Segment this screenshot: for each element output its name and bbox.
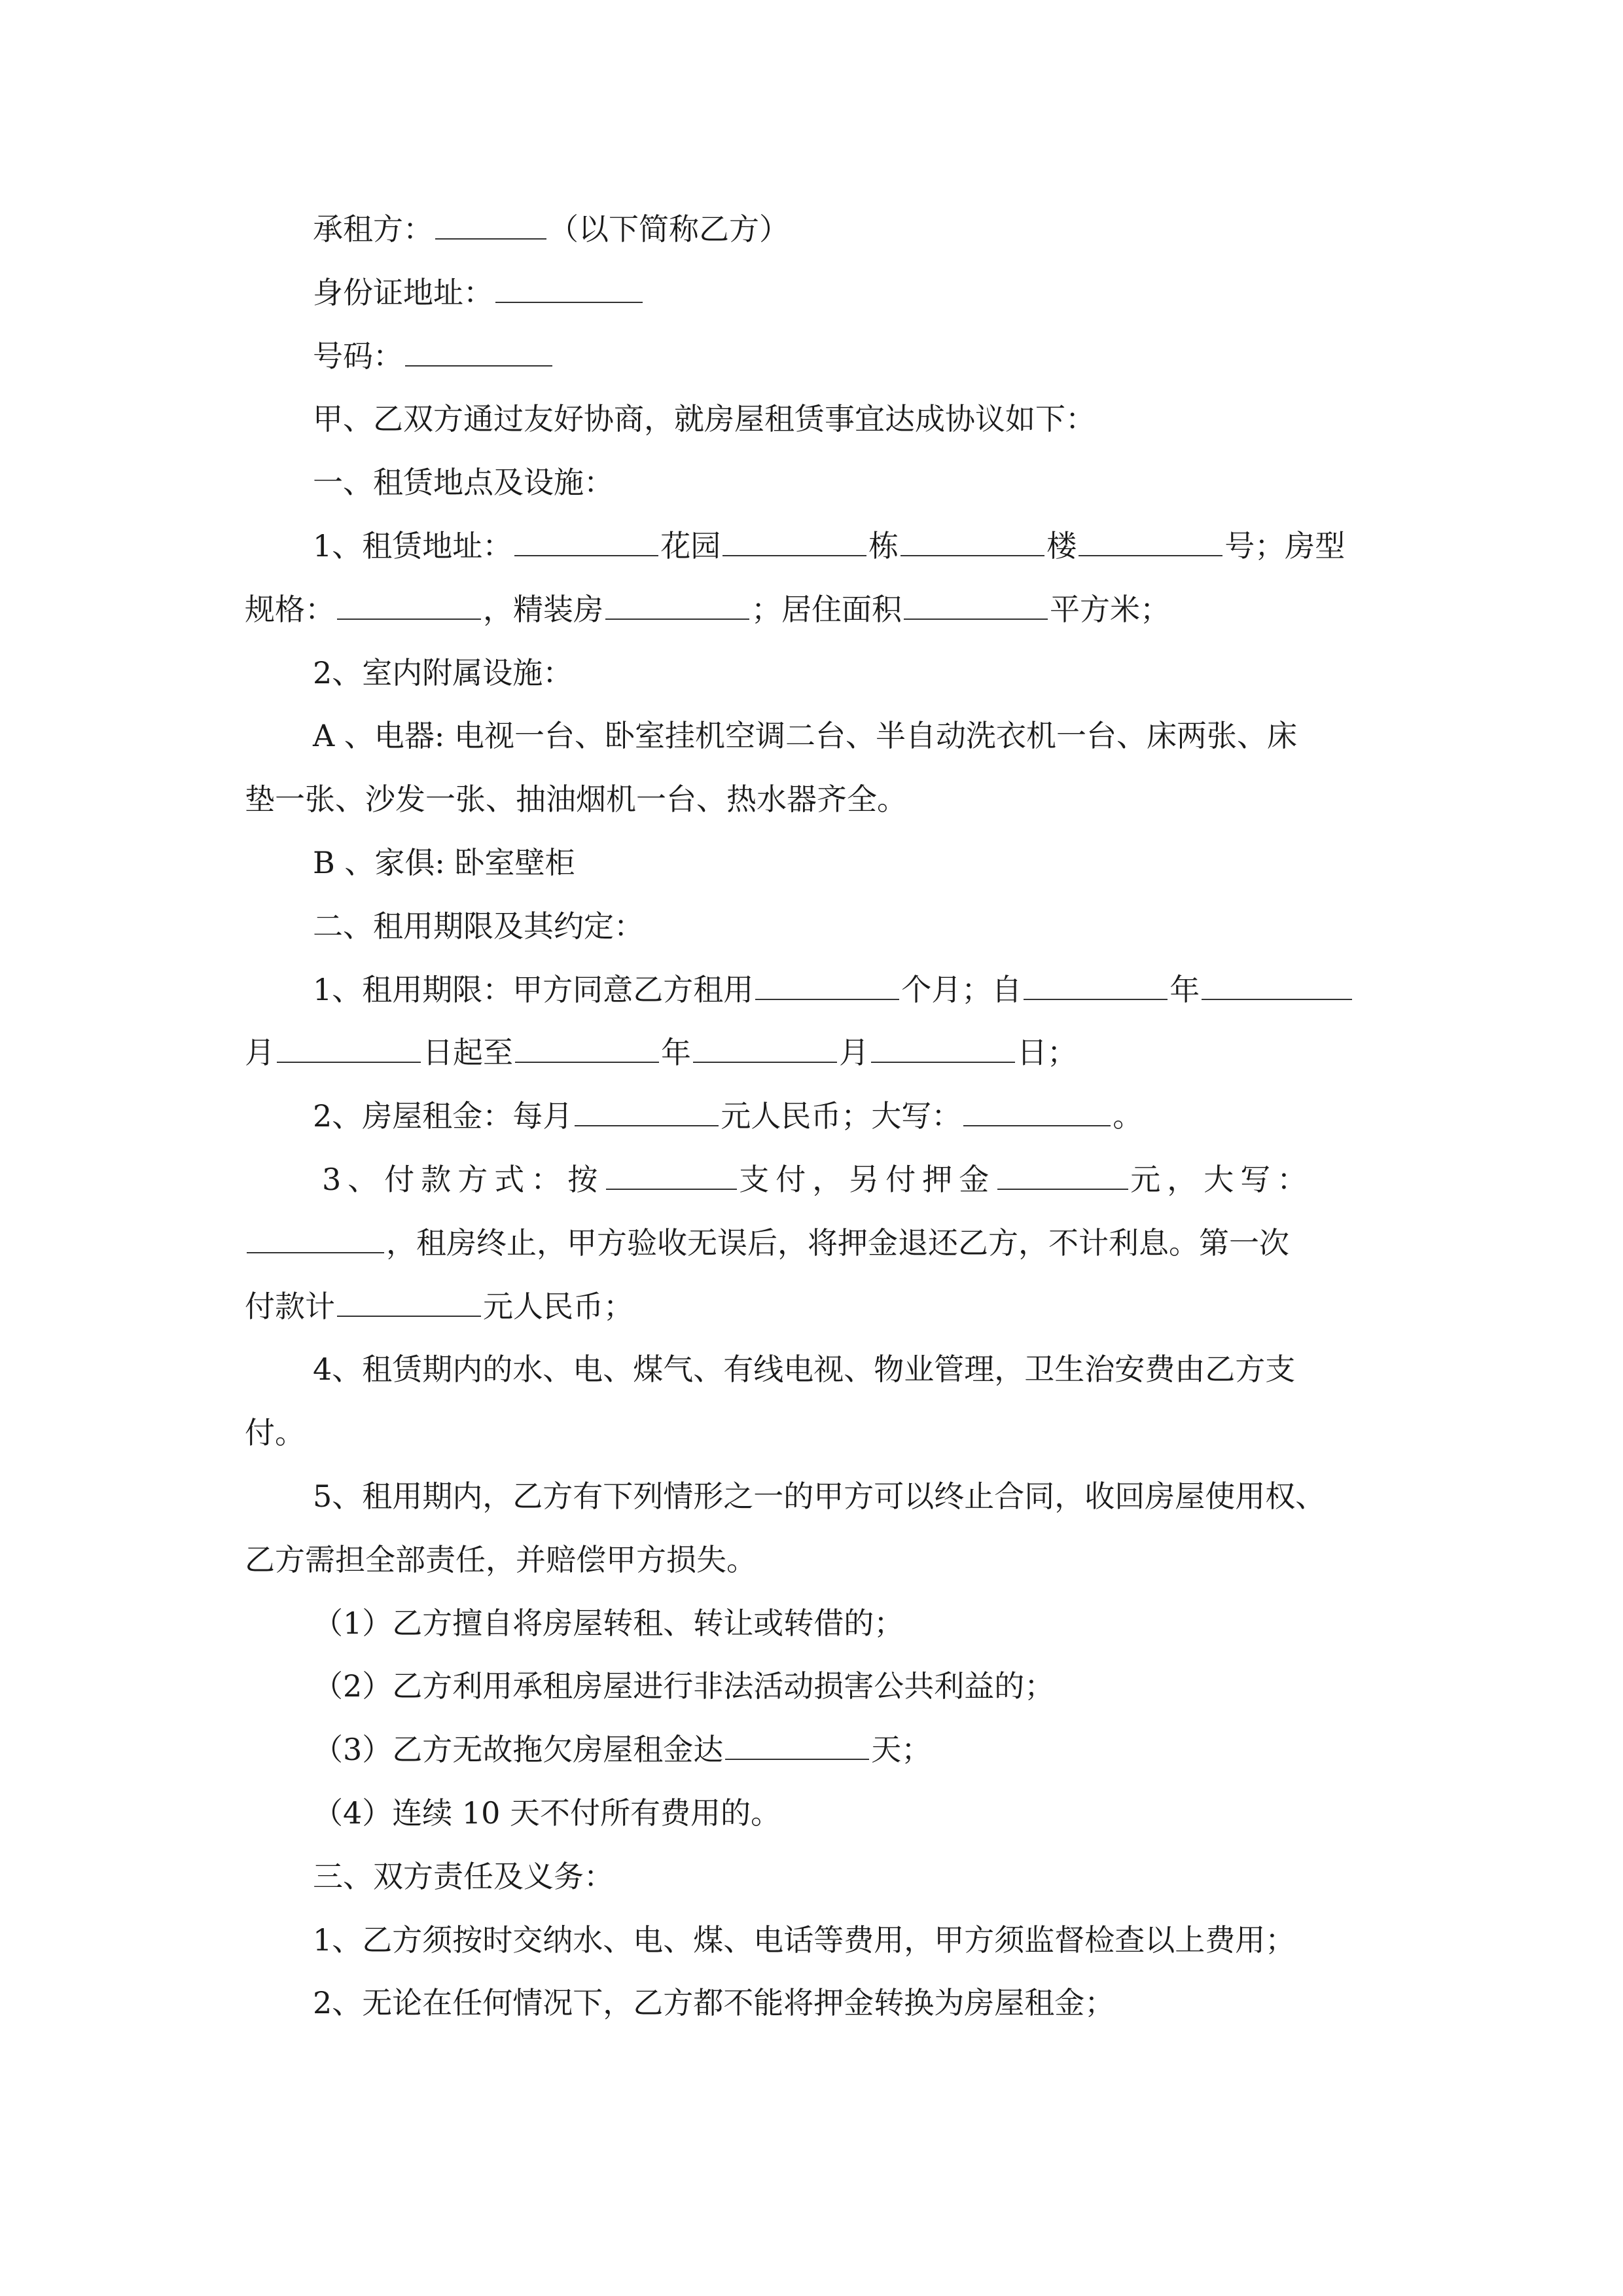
blank-field[interactable] [247, 1225, 384, 1253]
clause-text: ；居住面积 [751, 591, 902, 627]
clause-text: 个月；自 [901, 971, 1022, 1007]
clause-text: A 、电器: 电视一台、卧室挂机空调二台、半自动洗衣机一台、床两张、床 [313, 718, 1297, 754]
clause-line [245, 1338, 1383, 1401]
clause-text: 年 [1169, 971, 1200, 1007]
clause-text: 年 [661, 1035, 691, 1071]
clause-text: 平方米； [1050, 591, 1170, 627]
clause-text: 月 [245, 1035, 275, 1071]
clause-text: 楼 [1046, 528, 1077, 564]
blank-field[interactable] [605, 591, 749, 619]
clause-text: 元，大写： [1130, 1161, 1314, 1197]
clause-text: 2、房屋租金：每月 [313, 1098, 573, 1134]
clause-text: 1、租用期限：甲方同意乙方租用 [313, 971, 754, 1007]
clause-line [245, 768, 1383, 831]
section-heading [245, 895, 1383, 958]
clause-line [245, 831, 1383, 895]
list-item-text: 天； [871, 1732, 932, 1768]
document-body [245, 198, 1383, 2035]
clause-text: 5、租用期内，乙方有下列情形之一的甲方可以终止合同，收回房屋使用权、 [313, 1478, 1326, 1514]
clause-text: 1、乙方须按时交纳水、电、煤、电话等费用，甲方须监督检查以上费用； [313, 1922, 1296, 1958]
clause-line [245, 1528, 1383, 1592]
clause-line [245, 1401, 1383, 1465]
blank-field[interactable] [755, 971, 899, 999]
list-item [245, 1592, 1383, 1655]
lessee-line [245, 198, 1383, 261]
clause-text: 付。 [245, 1415, 305, 1451]
clause-text: 2、无论在任何情况下，乙方都不能将押金转换为房屋租金； [313, 1985, 1115, 2021]
blank-field[interactable] [514, 528, 658, 556]
list-item-text: （2）乙方利用承租房屋进行非法活动损害公共利益的； [313, 1668, 1055, 1704]
clause-text: 花园 [660, 528, 721, 564]
blank-field[interactable] [997, 1162, 1128, 1190]
list-item [245, 1782, 1383, 1845]
clause-text: 乙方需担全部责任，并赔偿甲方损失。 [245, 1541, 757, 1577]
intro-line [245, 387, 1383, 451]
blank-field[interactable] [405, 338, 552, 366]
list-item-text: （1）乙方擅自将房屋转租、转让或转借的； [313, 1605, 904, 1641]
lessee-note: （以下简称乙方） [548, 211, 789, 247]
clause-text: ，租房终止，甲方验收无误后，将押金退还乙方，不计利息。第一次 [386, 1225, 1289, 1261]
blank-field[interactable] [725, 1732, 869, 1760]
clause-text: 1、租赁地址： [313, 528, 513, 564]
clause-text: 月 [839, 1035, 869, 1071]
clause-text: 栋 [868, 528, 899, 564]
clause-line [245, 1021, 1383, 1085]
clause-text: 3、付款方式：按 [322, 1161, 605, 1197]
blank-field[interactable] [337, 1288, 481, 1316]
id-number-label: 号码： [313, 338, 403, 374]
clause-line [245, 1275, 1383, 1338]
clause-text: 2、室内附属设施： [313, 655, 573, 691]
clause-line [245, 704, 1383, 768]
clause-text: 垫一张、沙发一张、抽油烟机一台、热水器齐全。 [245, 781, 907, 817]
blank-field[interactable] [904, 591, 1048, 619]
clause-text: ，精装房 [483, 591, 603, 627]
blank-field[interactable] [606, 1162, 737, 1190]
list-item [245, 1655, 1383, 1718]
blank-field[interactable] [277, 1035, 421, 1063]
clause-text: 。 [1113, 1098, 1143, 1134]
clause-text: 号；房型 [1224, 528, 1346, 564]
clause-line [245, 958, 1383, 1022]
clause-line [245, 641, 1383, 705]
id-address-line [245, 261, 1383, 325]
clause-text: 规格： [245, 591, 335, 627]
id-number-line [245, 325, 1383, 388]
blank-field[interactable] [515, 1035, 659, 1063]
clause-line [245, 1971, 1383, 2035]
blank-field[interactable] [575, 1098, 719, 1126]
clause-line [245, 1465, 1383, 1528]
clause-line [245, 1211, 1383, 1275]
clause-text: 日； [1017, 1035, 1077, 1071]
clause-text: 付款计 [245, 1288, 335, 1324]
blank-field[interactable] [1079, 528, 1222, 556]
blank-field[interactable] [722, 528, 866, 556]
lessee-label: 承租方： [313, 211, 433, 247]
list-item [245, 1718, 1383, 1782]
blank-field[interactable] [337, 591, 481, 619]
clause-text: 4、租赁期内的水、电、煤气、有线电视、物业管理，卫生治安费由乙方支 [313, 1352, 1296, 1388]
blank-field[interactable] [1202, 971, 1352, 999]
id-address-label: 身份证地址： [313, 274, 493, 310]
section-heading [245, 1845, 1383, 1909]
clause-line [245, 514, 1383, 578]
blank-field[interactable] [871, 1035, 1015, 1063]
section-heading-text: 三、双方责任及义务： [313, 1858, 614, 1894]
blank-field[interactable] [963, 1098, 1111, 1126]
intro-text: 甲、乙双方通过友好协商，就房屋租赁事宜达成协议如下： [313, 401, 1096, 437]
blank-field[interactable] [495, 274, 643, 302]
list-item-text: （4）连续 10 天不付所有费用的。 [313, 1795, 781, 1831]
blank-field[interactable] [901, 528, 1044, 556]
clause-text: 日起至 [423, 1035, 513, 1071]
clause-text: 支付，另付押金 [739, 1161, 996, 1197]
blank-field[interactable] [693, 1035, 837, 1063]
section-heading-text: 一、租赁地点及设施： [313, 465, 614, 501]
section-heading-text: 二、租用期限及其约定： [313, 908, 644, 944]
blank-field[interactable] [1024, 971, 1168, 999]
list-item-text: （3）乙方无故拖欠房屋租金达 [313, 1732, 724, 1768]
clause-text: 元人民币；大写： [721, 1098, 962, 1134]
section-heading [245, 451, 1383, 514]
clause-text: B 、家俱: 卧室壁柜 [313, 844, 575, 880]
clause-line [245, 1909, 1383, 1972]
clause-line [245, 578, 1383, 641]
blank-field[interactable] [435, 211, 546, 240]
clause-line [245, 1148, 1383, 1211]
clause-text: 元人民币； [483, 1288, 633, 1324]
clause-line [245, 1085, 1383, 1148]
